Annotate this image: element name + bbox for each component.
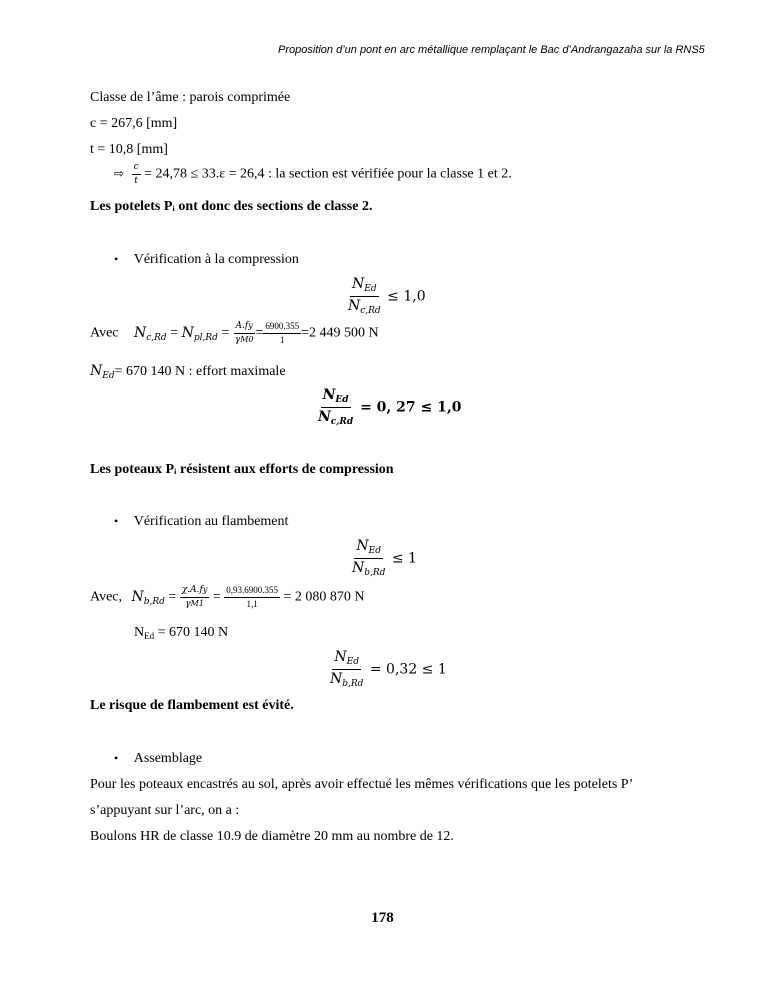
assemblage-para-3: Boulons HR de classe 10.9 de diamètre 20 mm au nombre de 12. xyxy=(90,829,454,844)
flambement-condition xyxy=(350,539,417,578)
ned-over-nbrd-result: $\frac{N_{Ed}}{N_{b,Rd}}$ xyxy=(330,649,364,689)
nbrd-result: = 2 080 870 N xyxy=(283,589,365,605)
chi-a-fy-over-gamma: $\frac{\chi.A.fy}{\gamma M1}$ xyxy=(181,585,208,609)
numeric-fraction: $\frac{6900.355}{1}$ xyxy=(265,321,300,345)
a-fy-over-gamma: $\frac{A.fy}{\gamma M0}$ xyxy=(234,321,254,345)
bullet-icon: • xyxy=(114,514,119,528)
numeric-fraction: $\frac{0,93.6900.355}{1,1}$ xyxy=(226,585,279,609)
flambement-result-rhs: = 0,32 ≤ 1 xyxy=(369,661,447,678)
ned-line: $N_{Ed}= 670$ 140 N : effort maximale xyxy=(90,363,286,381)
frac-num-c: c xyxy=(132,163,141,175)
bullet-icon: • xyxy=(114,751,119,765)
ncrd-result: =2 449 500 N xyxy=(301,325,379,341)
assemblage-para-1: Pour les poteaux encastrés au sol, après avoir effectué les mêmes vérifications que les potelets P’ xyxy=(90,777,634,792)
c-over-t-fraction xyxy=(132,163,141,186)
conclusion-compression: Les poteaux Pᵢ résistent aux efforts de compression xyxy=(90,462,394,477)
conclusion-flambement: Le risque de flambement est évité. xyxy=(90,698,294,713)
bullet-flambement xyxy=(114,514,288,530)
bullet-icon: • xyxy=(114,252,119,266)
running-header: Proposition d’un pont en arc métallique remplaçant le Bac d’Andrangazaha sur la RNS5 xyxy=(278,44,705,56)
compression-result xyxy=(316,388,461,427)
ned-over-ncrd: $\frac{N_{Ed}}{N_{c,Rd}}$ xyxy=(348,276,381,316)
bullet-compression xyxy=(114,252,299,268)
bullet-title: Vérification au flambement xyxy=(133,514,289,529)
frac-den-t: t xyxy=(134,176,138,186)
nbrd-formula-line: Avec, $N_{b,Rd}$ = $\frac{\chi.A.fy}{\gamma M1}$ = $\frac{0,93.6900.355}{1,1}$ = 2 080 870 N xyxy=(90,585,365,609)
avec-label: Avec xyxy=(90,325,119,341)
flambement-result xyxy=(328,650,447,689)
avec-label: Avec, xyxy=(90,589,122,605)
bullet-assemblage xyxy=(114,751,202,767)
ned-over-ncrd-bold: $\frac{N_{Ed}}{N_{c,Rd}}$ xyxy=(318,387,354,427)
t-value-line: t = 10,8 [mm] xyxy=(90,142,168,157)
bullet-title: Assemblage xyxy=(133,751,203,766)
classe-ame-line: Classe de l’âme : parois comprimée xyxy=(90,90,291,105)
conclusion-classe: Les potelets Pᵢ ont donc des sections de classe 2. xyxy=(90,199,373,214)
compression-condition xyxy=(346,277,426,316)
condition-rhs: ≤ 1 xyxy=(391,550,417,567)
condition-rhs: ≤ 1,0 xyxy=(387,288,426,305)
ned-over-nbrd: $\frac{N_{Ed}}{N_{b,Rd}}$ xyxy=(352,538,386,578)
ned-line: $N_{Ed} = 670$ 140 N xyxy=(134,625,229,641)
compression-result-rhs: = 0, 27 ≤ 1,0 xyxy=(360,399,462,416)
bullet-title: Vérification à la compression xyxy=(133,252,299,267)
ratio-text: = 24,78 ≤ 33.ε = 26,4 : la section est vérifiée pour la classe 1 et 2. xyxy=(144,166,512,182)
page-number: 178 xyxy=(371,910,394,926)
c-value-line: c = 267,6 [mm] xyxy=(90,116,178,131)
ratio-line xyxy=(114,163,512,186)
assemblage-para-2: s’appuyant sur l’arc, on a : xyxy=(90,803,240,818)
ncrd-formula-line: Avec $N_{c,Rd} = N_{pl,Rd}$ = $\frac{A.fy}{\gamma M0}$ = $\frac{6900.355}{1}$ =2 449 500 N xyxy=(90,321,379,345)
arrow-right-icon: ⇨ xyxy=(114,166,125,181)
